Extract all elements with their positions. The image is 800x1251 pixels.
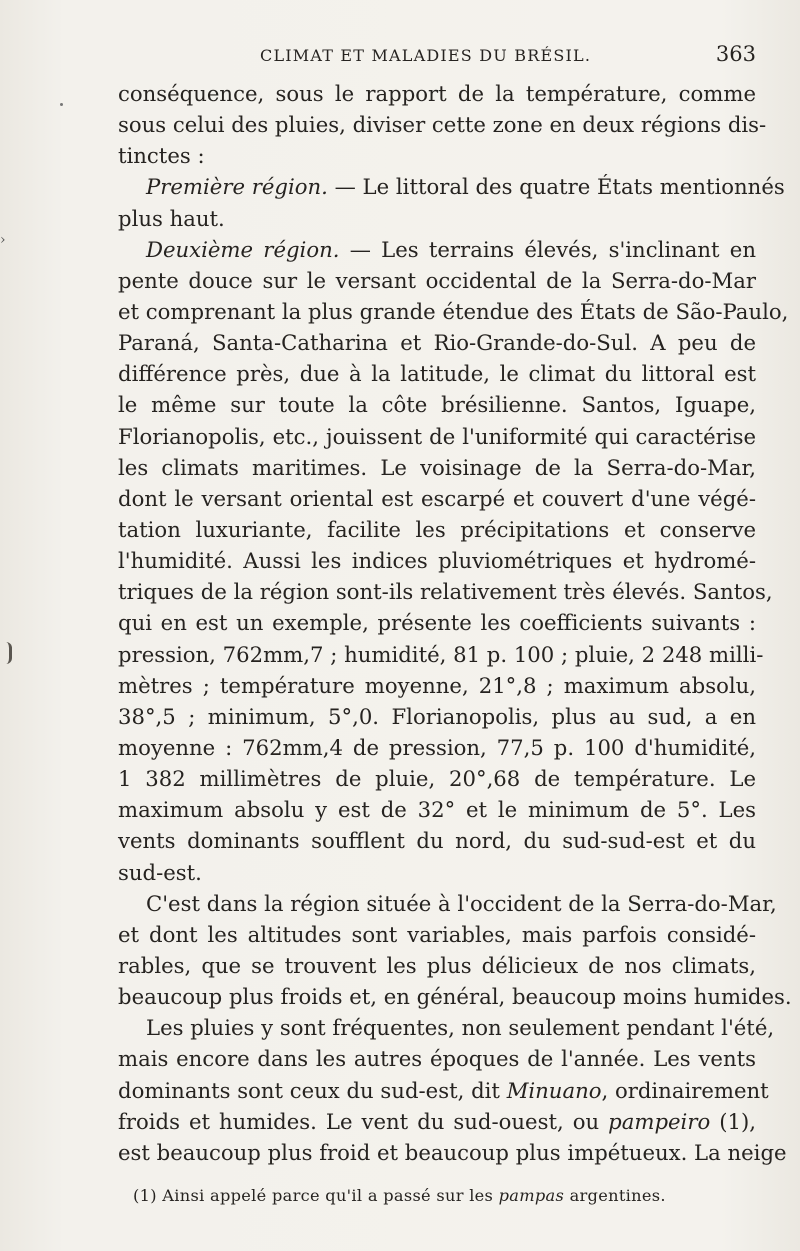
text-line: l'humidité. Aussi les indices pluviométriques et hydromé- xyxy=(118,548,756,574)
text-fragment: — Les terrains élevés, s'inclinant en xyxy=(349,236,756,262)
text-line: sud-est. xyxy=(118,859,202,885)
text-line: et dont les altitudes sont variables, mais parfois considé- xyxy=(118,921,756,947)
pampeiro-term: pampeiro xyxy=(608,1108,711,1134)
text-line: et comprenant la plus grande étendue des États de São-Paulo, xyxy=(118,298,789,324)
footnote-text: (1) Ainsi appelé parce qu'il a passé sur les xyxy=(133,1186,494,1205)
text-line: beaucoup plus froids et, en général, beaucoup moins humides. xyxy=(118,984,792,1010)
text-line: différence près, due à la latitude, le climat du littoral est xyxy=(118,361,756,387)
text-line: pente douce sur le versant occidental de la Serra-do-Mar xyxy=(118,267,756,293)
text-line: est beaucoup plus froid et beaucoup plus impétueux. La neige xyxy=(118,1139,787,1165)
text-fragment: , ordinairement xyxy=(601,1077,769,1103)
margin-dot xyxy=(60,103,63,106)
text-line xyxy=(118,171,785,202)
footnote-italic: pampas xyxy=(498,1186,565,1205)
text-line: dont le versant oriental est escarpé et couvert d'une végé- xyxy=(118,485,756,511)
text-fragment: dominants sont ceux du sud-est, dit xyxy=(118,1077,500,1103)
body-text xyxy=(118,78,792,1168)
text-line: Florianopolis, etc., jouissent de l'uniformité qui caractérise xyxy=(118,423,756,449)
footnote xyxy=(133,1186,666,1205)
margin-bracket xyxy=(0,642,12,664)
minuano-term: Minuano xyxy=(506,1077,602,1103)
region-one-heading: Première région. xyxy=(146,174,328,200)
text-fragment: (1), xyxy=(719,1108,756,1134)
text-line: 38°,5 ; minimum, 5°,0. Florianopolis, plus au sud, a en xyxy=(118,703,756,729)
page-header xyxy=(118,42,756,72)
text-line: mais encore dans les autres époques de l'année. Les vents xyxy=(118,1046,756,1072)
margin-mark: › xyxy=(0,232,6,248)
text-line: Les pluies y sont fréquentes, non seulement pendant l'été, xyxy=(146,1015,775,1041)
running-title: CLIMAT ET MALADIES DU BRÉSIL. xyxy=(260,46,592,65)
text-line xyxy=(118,1075,769,1106)
text-fragment: — Le littoral des quatre États mentionnés xyxy=(334,174,785,200)
text-line: rables, que se trouvent les plus délicieux de nos climats, xyxy=(118,952,756,978)
text-line: vents dominants soufflent du nord, du sud-sud-est et du xyxy=(118,828,756,854)
text-line: 1 382 millimètres de pluie, 20°,68 de température. Le xyxy=(118,766,756,792)
text-line: Paraná, Santa-Catharina et Rio-Grande-do-Sul. A peu de xyxy=(118,330,756,356)
text-line: tinctes : xyxy=(118,143,205,169)
region-two-heading: Deuxième région. xyxy=(146,236,340,262)
page-number: 363 xyxy=(715,42,756,66)
footnote-suffix: argentines. xyxy=(569,1186,666,1205)
text-line: plus haut. xyxy=(118,205,225,231)
text-fragment: froids et humides. Le vent du sud-ouest, ou xyxy=(118,1108,600,1134)
text-line: triques de la région sont-ils relativement très élevés. Santos, xyxy=(118,579,773,605)
text-line xyxy=(118,234,756,265)
text-line: moyenne : 762mm,4 de pression, 77,5 p. 100 d'humidité, xyxy=(118,734,756,760)
text-line: conséquence, sous le rapport de la température, comme xyxy=(118,81,756,106)
text-line: maximum absolu y est de 32° et le minimum de 5°. Les xyxy=(118,797,756,823)
text-line: qui en est un exemple, présente les coefficients suivants : xyxy=(118,610,756,636)
text-line: les climats maritimes. Le voisinage de la Serra-do-Mar, xyxy=(118,454,756,480)
text-line: C'est dans la région située à l'occident de la Serra-do-Mar, xyxy=(146,890,777,916)
text-line: pression, 762mm,7 ; humidité, 81 p. 100 ; pluie, 2 248 milli- xyxy=(118,641,764,667)
text-line: sous celui des pluies, diviser cette zone en deux régions dis- xyxy=(118,112,767,138)
text-line: tation luxuriante, facilite les précipitations et conserve xyxy=(118,516,756,542)
text-line: mètres ; température moyenne, 21°,8 ; maximum absolu, xyxy=(118,672,756,698)
text-line: le même sur toute la côte brésilienne. Santos, Iguape, xyxy=(118,392,756,418)
text-line xyxy=(118,1106,756,1137)
